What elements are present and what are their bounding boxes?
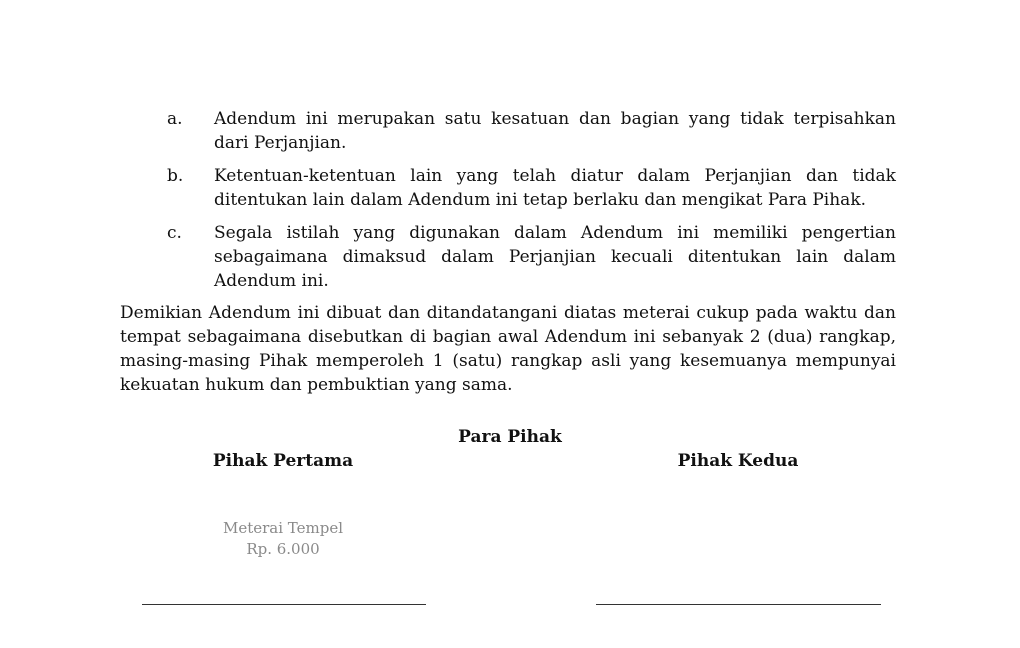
- list-item-text: Ketentuan-ketentuan lain yang telah diatur dalam Perjanjian dan tidak ditentukan lain dalam Adendum ini tetap berlaku dan mengikat Para Pihak.: [214, 166, 896, 210]
- list-marker: a.: [167, 109, 183, 129]
- second-party-signature-line: [596, 604, 881, 605]
- list-item-text: Adendum ini merupakan satu kesatuan dan bagian yang tidak terpisahkan dari Perjanjian.: [214, 109, 896, 153]
- list-marker: b.: [167, 166, 184, 186]
- clause-list: [120, 107, 896, 302]
- closing-paragraph: Demikian Adendum ini dibuat dan ditandatangani diatas meterai cukup pada waktu dan tempat sebagaimana disebutkan di bagian awal Adendum ini sebanyak 2 (dua) rangkap, masing-masing Pihak memperoleh 1 (satu) rangkap asli yang kesemuanya mempunyai kekuatan hukum dan pembuktian yang sama.: [120, 303, 896, 395]
- signatures-heading: Para Pihak: [458, 427, 562, 447]
- first-party-label: Pihak Pertama: [212, 451, 354, 471]
- list-item: [120, 164, 896, 212]
- list-marker: c.: [167, 223, 182, 243]
- list-item: [120, 107, 896, 155]
- list-item-text: Segala istilah yang digunakan dalam Adendum ini memiliki pengertian sebagaimana dimaksud dalam Perjanjian kecuali ditentukan lain dalam Adendum ini.: [214, 223, 896, 291]
- list-item: [120, 221, 896, 293]
- stamp-amount: Rp. 6.000: [246, 540, 320, 558]
- stamp-placeholder: [193, 518, 373, 560]
- second-party-label: Pihak Kedua: [677, 451, 799, 471]
- stamp-label: Meterai Tempel: [222, 519, 344, 537]
- first-party-signature-line: [142, 604, 426, 605]
